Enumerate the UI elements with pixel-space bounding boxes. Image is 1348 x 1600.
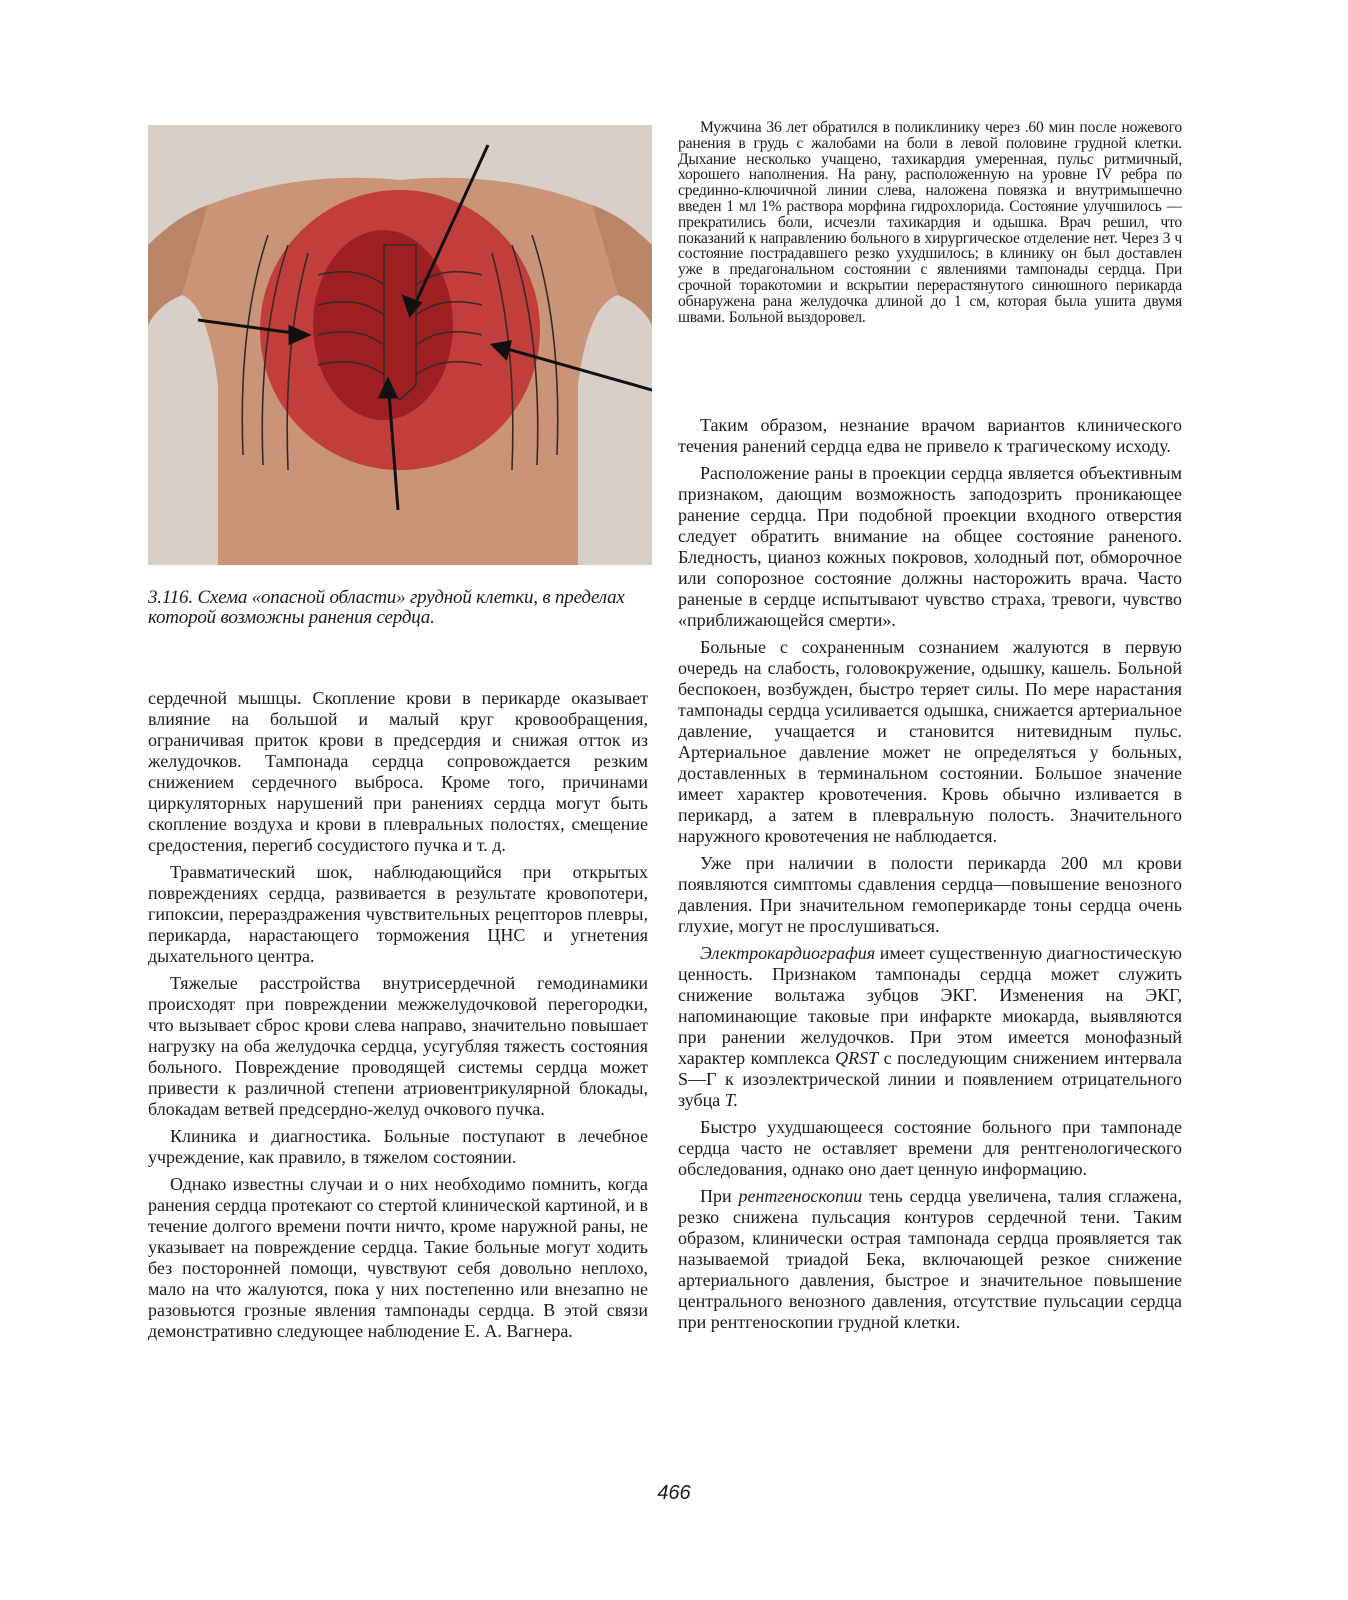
t-wave-term: Т. (724, 1090, 739, 1110)
paragraph: Однако известны случаи и о них необходимо помнить, когда ранения сердца протекают со стертой клинической картиной, и в течение долгого времени почти ничто, кроме наружной раны, не указывает на повреждение сердца. Такие больные могут ходить без посторонней помощи, чувствуют себя довольно неплохо, мало на что жалуются, пока у них постепенно или внезапно не разовьются грозные явления тампонады сердца. В этой связи демонстративно следующее наблюдение Е. А. Вагнера. (148, 1174, 648, 1341)
case-report-text: Мужчина 36 лет обратился в поликлинику через .60 мин после ножевого ранения в грудь с жалобами на боли в левой половине грудной клетки. Дыхание несколько учащено, тахикардия умеренная, пульс ритмичный, хорошего наполнения. На рану, расположенную на уровне IV ребра по срединно-ключичной линии слева, наложена повязка и внутримышечно введен 1 мл 1% раствора морфина гидрохлорида. Состояние улучшилось — прекратились боли, исчезли тахикардия и одышка. Врач решил, что показаний к направлению больного в хирургическое отделение нет. Через 3 ч состояние пострадавшего резко ухудшилось; в клинику он был доставлен уже в предагональном состоянии с явлениями тампонады сердца. При срочной торакотомии и вскрытии перерастянутого синюшного перикарда обнаружена рана желудочка длиной до 1 см, которая была ушита двумя швами. Больной выздоровел. (678, 119, 1182, 326)
right-column (678, 415, 1182, 1339)
paragraph-ecg (678, 943, 1182, 1111)
case-report (678, 120, 1182, 325)
paragraph: Таким образом, незнание врачом вариантов клинического течения ранений сердца едва не привело к трагическому исходу. (678, 415, 1182, 456)
paragraph: Травматический шок, наблюдающийся при открытых повреждениях сердца, развивается в результате кровопотери, гипоксии, перераздражения чувствительных рецепторов плевры, перикарда, нарастающего торможения ЦНС и угнетения дыхательного центра. (148, 862, 648, 966)
text-span: имеет существенную диагностическую ценность. Признаком тампонады сердца может служить снижение вольтажа зубцов ЭКГ. Изменения на ЭКГ, напоминающие таковые при инфаркте миокарда, выявляются при ранении желудочков. При этом имеется монофазный характер комплекса (678, 943, 1182, 1068)
xray-term: рентгеноскопии (738, 1186, 863, 1206)
text-span: с последующим снижением интервала S—Г к изоэлектрической линии и появлением отрицательного зубца (678, 1048, 1182, 1110)
paragraph: Больные с сохраненным сознанием жалуются в первую очередь на слабость, головокружение, одышку, кашель. Больной беспокоен, возбужден, быстро теряет силы. По мере нарастания тампонады сердца усиливается одышка, снижается артериальное давление, учащается и становится нитевидным пульс. Артериальное давление может не определяться у больных, доставленных в терминальном состоянии. Большое значение имеет характер кровотечения. Кровь обычно изливается в перикард, а затем в плевральную полость. Значительного наружного кровотечения не наблюдается. (678, 637, 1182, 846)
text-span: тень сердца увеличена, талия сглажена, резко снижена пульсация контуров сердечной тени. Таким образом, клинически острая тампонада сердца проявляется так называемой триадой Бека, включающей резкое снижение артериального давления, быстрое и значительное повышение центрального венозного давления, отсутствие пульсации сердца при рентгеноскопии грудной клетки. (678, 1186, 1182, 1332)
paragraph-xray (678, 1186, 1182, 1333)
page-number: 466 (657, 1482, 691, 1504)
figure-caption (148, 588, 688, 628)
paragraph: Расположение раны в проекции сердца является объективным признаком, дающим возможность заподозрить проникающее ранение сердца. При подобной проекции входного отверстия следует обратить внимание на общее состояние раненого. Бледность, цианоз кожных покровов, холодный пот, обморочное или сопорозное состояние должны насторожить врача. Часто раненые в сердце испытывают чувство страха, тревоги, чувство «приближающейся смерти». (678, 463, 1182, 630)
paragraph: Клиника и диагностика. Больные поступают в лечебное учреждение, как правило, в тяжелом состоянии. (148, 1126, 648, 1167)
chest-danger-zone-figure (148, 125, 652, 565)
qrst-term: QRST (835, 1048, 879, 1068)
chest-danger-zone-illustration (148, 125, 652, 565)
paragraph: Тяжелые расстройства внутрисердечной гемодинамики происходят при повреждении межжелудочковой перегородки, что вызывает сброс крови слева направо, значительно повышает нагрузку на оба желудочка сердца, усугубляя тяжесть состояния больного. Повреждение проводящей системы сердца может привести к различной степени атриовентрикулярной блокады, блокадам ветвей предсердно-желуд очкового пучка. (148, 973, 648, 1119)
paragraph: Быстро ухудшающееся состояние больного при тампонаде сердца часто не оставляет времени для рентгенологического обследования, однако оно дает ценную информацию. (678, 1117, 1182, 1179)
paragraph: сердечной мышцы. Скопление крови в перикарде оказывает влияние на большой и малый круг кровообращения, ограничивая приток крови в предсердия и снижая отток из желудочков. Тампонада сердца сопровождается резким снижением сердечного выброса. Кроме того, причинами циркуляторных нарушений при ранениях сердца могут быть скопление воздуха и крови в плевральных полостях, смещение средостения, перегиб сосудистого пучка и т. д. (148, 688, 648, 855)
text-span: При (700, 1186, 739, 1206)
left-column (148, 688, 648, 1348)
ecg-term: Электрокардиография (700, 943, 876, 963)
paragraph: Уже при наличии в полости перикарда 200 мл крови появляются симптомы сдавления сердца—повышение венозного давления. При значительном гемоперикарде тоны сердца очень глухие, могут не прослушиваться. (678, 853, 1182, 936)
caption-line-2: которой возможны ранения сердца. (148, 607, 435, 628)
caption-line-1: 3.116. Схема «опасной области» грудной клетки, в пределах (148, 587, 625, 608)
